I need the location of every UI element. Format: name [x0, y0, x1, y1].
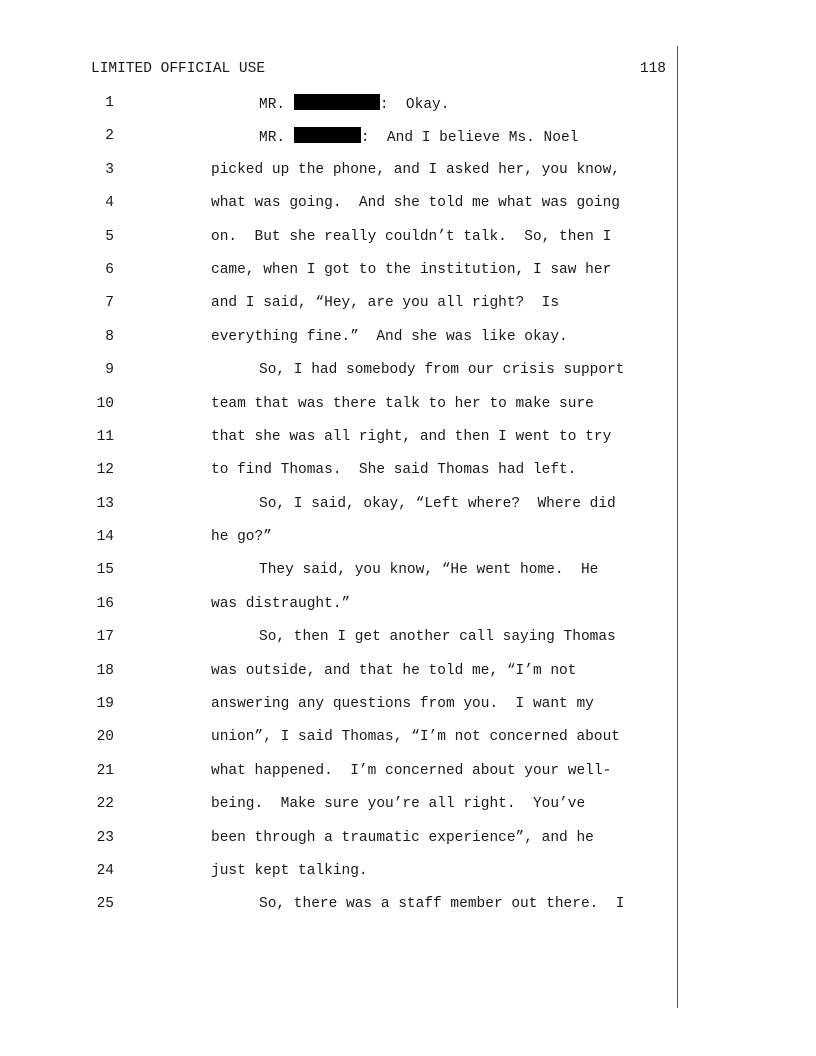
- transcript-line: [0, 228, 680, 261]
- redaction-block: [294, 94, 380, 110]
- line-number: 24: [96, 862, 114, 879]
- line-text: on. But she really couldn’t talk. So, then I: [211, 228, 612, 245]
- line-text: being. Make sure you’re all right. You’ve: [211, 796, 586, 813]
- line-number: 23: [96, 829, 114, 846]
- transcript-line: [0, 728, 680, 761]
- line-text-after-redaction: : Okay.: [379, 97, 450, 113]
- line-text: answering any questions from you. I want my: [211, 696, 594, 713]
- transcript-line: [0, 461, 680, 494]
- transcript-line: [0, 94, 680, 127]
- transcript-line: [0, 127, 680, 160]
- line-text: everything fine.” And she was like okay.: [211, 328, 568, 345]
- line-number: 13: [96, 495, 114, 512]
- line-number: 19: [96, 696, 114, 713]
- transcript-line: [0, 261, 680, 294]
- line-number: 9: [105, 362, 114, 379]
- transcript-line: [0, 428, 680, 461]
- transcript-line: [0, 595, 680, 628]
- line-number: 14: [96, 529, 114, 546]
- line-number: 16: [96, 595, 114, 612]
- line-text: [259, 127, 578, 147]
- transcript-line: [0, 395, 680, 428]
- line-text: he go?”: [211, 529, 272, 546]
- line-text: So, there was a staff member out there. I: [259, 896, 625, 913]
- line-text: So, I said, okay, “Left where? Where did: [259, 495, 616, 512]
- line-text: [259, 94, 449, 114]
- line-text: to find Thomas. She said Thomas had left.: [211, 462, 577, 479]
- line-number: 20: [96, 729, 114, 746]
- transcript-line: [0, 328, 680, 361]
- line-text-after-redaction: : And I believe Ms. Noel: [360, 130, 579, 147]
- line-number: 25: [96, 896, 114, 913]
- line-text: was outside, and that he told me, “I’m not: [211, 662, 577, 679]
- transcript-line: [0, 862, 680, 895]
- line-number: 2: [105, 128, 114, 145]
- transcript-line: [0, 194, 680, 227]
- transcript-line: [0, 495, 680, 528]
- line-text: just kept talking.: [211, 862, 368, 879]
- line-number: 5: [105, 228, 114, 245]
- line-text: union”, I said Thomas, “I’m not concerned about: [211, 729, 620, 746]
- transcript-line: [0, 161, 680, 194]
- line-number: 21: [96, 762, 114, 779]
- redaction-block: [294, 127, 361, 143]
- line-text: picked up the phone, and I asked her, you know,: [211, 161, 620, 178]
- line-number: 18: [96, 662, 114, 679]
- line-number: 7: [105, 295, 114, 312]
- line-text: what happened. I’m concerned about your well-: [211, 762, 612, 779]
- line-number: 12: [96, 462, 114, 479]
- speaker-label: MR.: [259, 97, 294, 113]
- line-text: and I said, “Hey, are you all right? Is: [211, 295, 560, 312]
- line-number: 3: [105, 161, 114, 178]
- transcript-line: [0, 829, 680, 862]
- transcript-line: [0, 795, 680, 828]
- line-number: 6: [105, 261, 114, 278]
- line-text: been through a traumatic experience”, and he: [211, 829, 594, 846]
- line-text: came, when I got to the institution, I saw her: [211, 261, 612, 278]
- line-text: So, I had somebody from our crisis support: [259, 362, 625, 379]
- transcript-line: [0, 628, 680, 661]
- transcript-line: [0, 561, 680, 594]
- transcript-body: [0, 94, 680, 929]
- classification-header: LIMITED OFFICIAL USE: [91, 61, 266, 77]
- line-text: what was going. And she told me what was going: [211, 195, 620, 212]
- line-text: that she was all right, and then I went to try: [211, 428, 612, 445]
- page-number: 118: [639, 61, 666, 77]
- line-number: 17: [96, 629, 114, 646]
- transcript-line: [0, 361, 680, 394]
- transcript-line: [0, 528, 680, 561]
- line-text: They said, you know, “He went home. He: [259, 562, 599, 579]
- line-number: 22: [96, 796, 114, 813]
- transcript-line: [0, 762, 680, 795]
- transcript-line: [0, 294, 680, 327]
- line-text: So, then I get another call saying Thomas: [259, 629, 616, 646]
- line-number: 10: [96, 395, 114, 412]
- line-number: 8: [105, 328, 114, 345]
- transcript-line: [0, 895, 680, 928]
- transcript-line: [0, 695, 680, 728]
- line-number: 1: [105, 95, 114, 111]
- line-text: team that was there talk to her to make sure: [211, 395, 594, 412]
- speaker-label: MR.: [259, 130, 294, 147]
- line-text: was distraught.”: [211, 595, 351, 612]
- line-number: 15: [96, 562, 114, 579]
- line-number: 11: [96, 428, 114, 445]
- transcript-line: [0, 662, 680, 695]
- line-number: 4: [105, 195, 114, 212]
